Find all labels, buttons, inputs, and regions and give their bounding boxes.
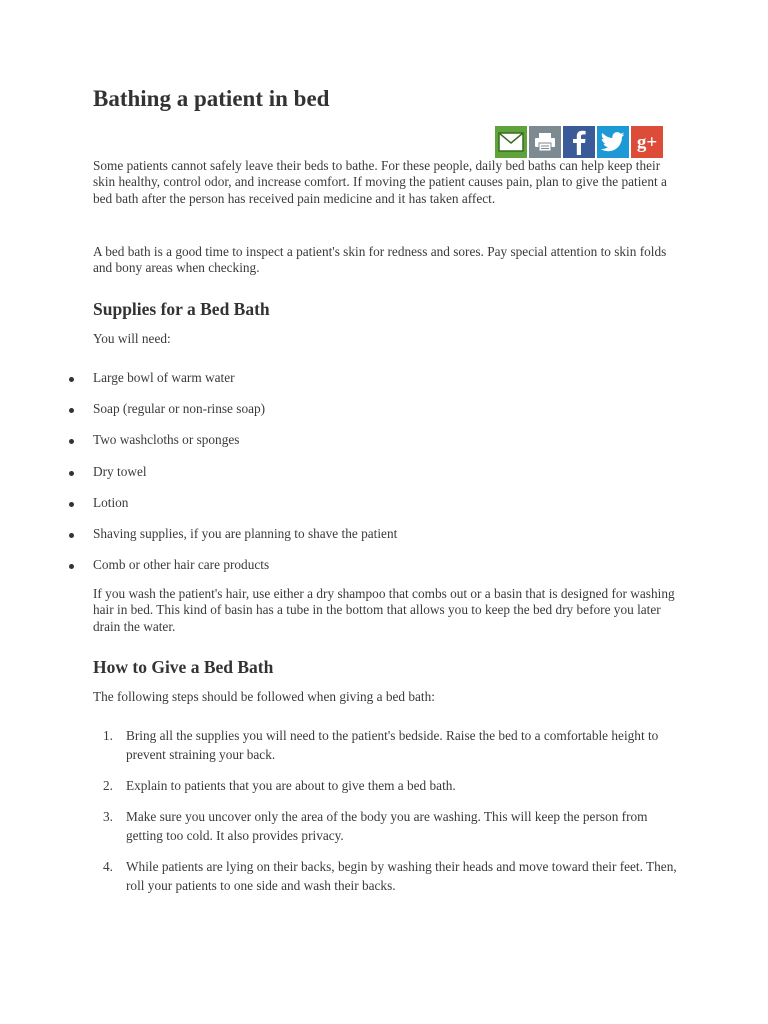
email-share-button[interactable] [495,126,527,158]
email-icon [498,132,524,152]
step-number: 4. [103,859,113,874]
list-item: Comb or other hair care products [93,557,270,572]
list-item: Lotion [93,495,129,510]
twitter-icon [601,132,625,152]
hair-wash-note: If you wash the patient's hair, use either a dry shampoo that combs out or a basin that is designed for washing hair in bed. This kind of basin has a tube in the bottom that allows you to keep the bed dry before you later drain the water. [93,586,675,634]
step-number: 1. [103,728,113,743]
bullet-icon [69,502,74,507]
list-item: Shaving supplies, if you are planning to shave the patient [93,526,398,541]
share-bar [495,126,663,158]
googleplus-icon: g+ [636,131,658,153]
facebook-icon [571,129,587,155]
step-item: While patients are lying on their backs, begin by washing their heads and move toward their feet. Then, roll your patients to one side and wash their backs. [126,859,677,893]
howto-heading: How to Give a Bed Bath [93,657,274,677]
facebook-share-button[interactable] [563,126,595,158]
intro-paragraph-1: Some patients cannot safely leave their beds to bathe. For these people, daily bed baths can help keep their skin healthy, control odor, and increase comfort. If moving the patient causes pain, plan to give the patient a bed bath after the person has received pain medicine and it has taken affect. [93,158,667,206]
bullet-icon [69,533,74,538]
step-item: Make sure you uncover only the area of the body you are washing. This will keep the person from getting too cold. It also provides privacy. [126,809,648,843]
step-number: 2. [103,778,113,793]
bullet-icon [69,471,74,476]
intro-paragraph-2: A bed bath is a good time to inspect a patient's skin for redness and sores. Pay special attention to skin folds and bony areas when checking. [93,244,667,276]
bullet-icon [69,564,74,569]
supplies-lead: You will need: [93,331,171,346]
googleplus-share-button[interactable] [631,126,663,158]
twitter-share-button[interactable] [597,126,629,158]
list-item: Large bowl of warm water [93,370,235,385]
step-item: Bring all the supplies you will need to the patient's bedside. Raise the bed to a comfortable height to prevent straining your back. [126,728,659,762]
page-title: Bathing a patient in bed [93,86,330,111]
list-item: Soap (regular or non-rinse soap) [93,401,266,416]
bullet-icon [69,377,74,382]
step-number: 3. [103,809,113,824]
bullet-icon [69,439,74,444]
print-button[interactable] [529,126,561,158]
howto-lead: The following steps should be followed when giving a bed bath: [93,689,435,704]
bullet-icon [69,408,74,413]
list-item: Dry towel [93,464,147,479]
step-item: Explain to patients that you are about to give them a bed bath. [126,778,456,793]
print-icon [534,132,556,152]
list-item: Two washcloths or sponges [93,432,240,447]
supplies-heading: Supplies for a Bed Bath [93,299,270,319]
